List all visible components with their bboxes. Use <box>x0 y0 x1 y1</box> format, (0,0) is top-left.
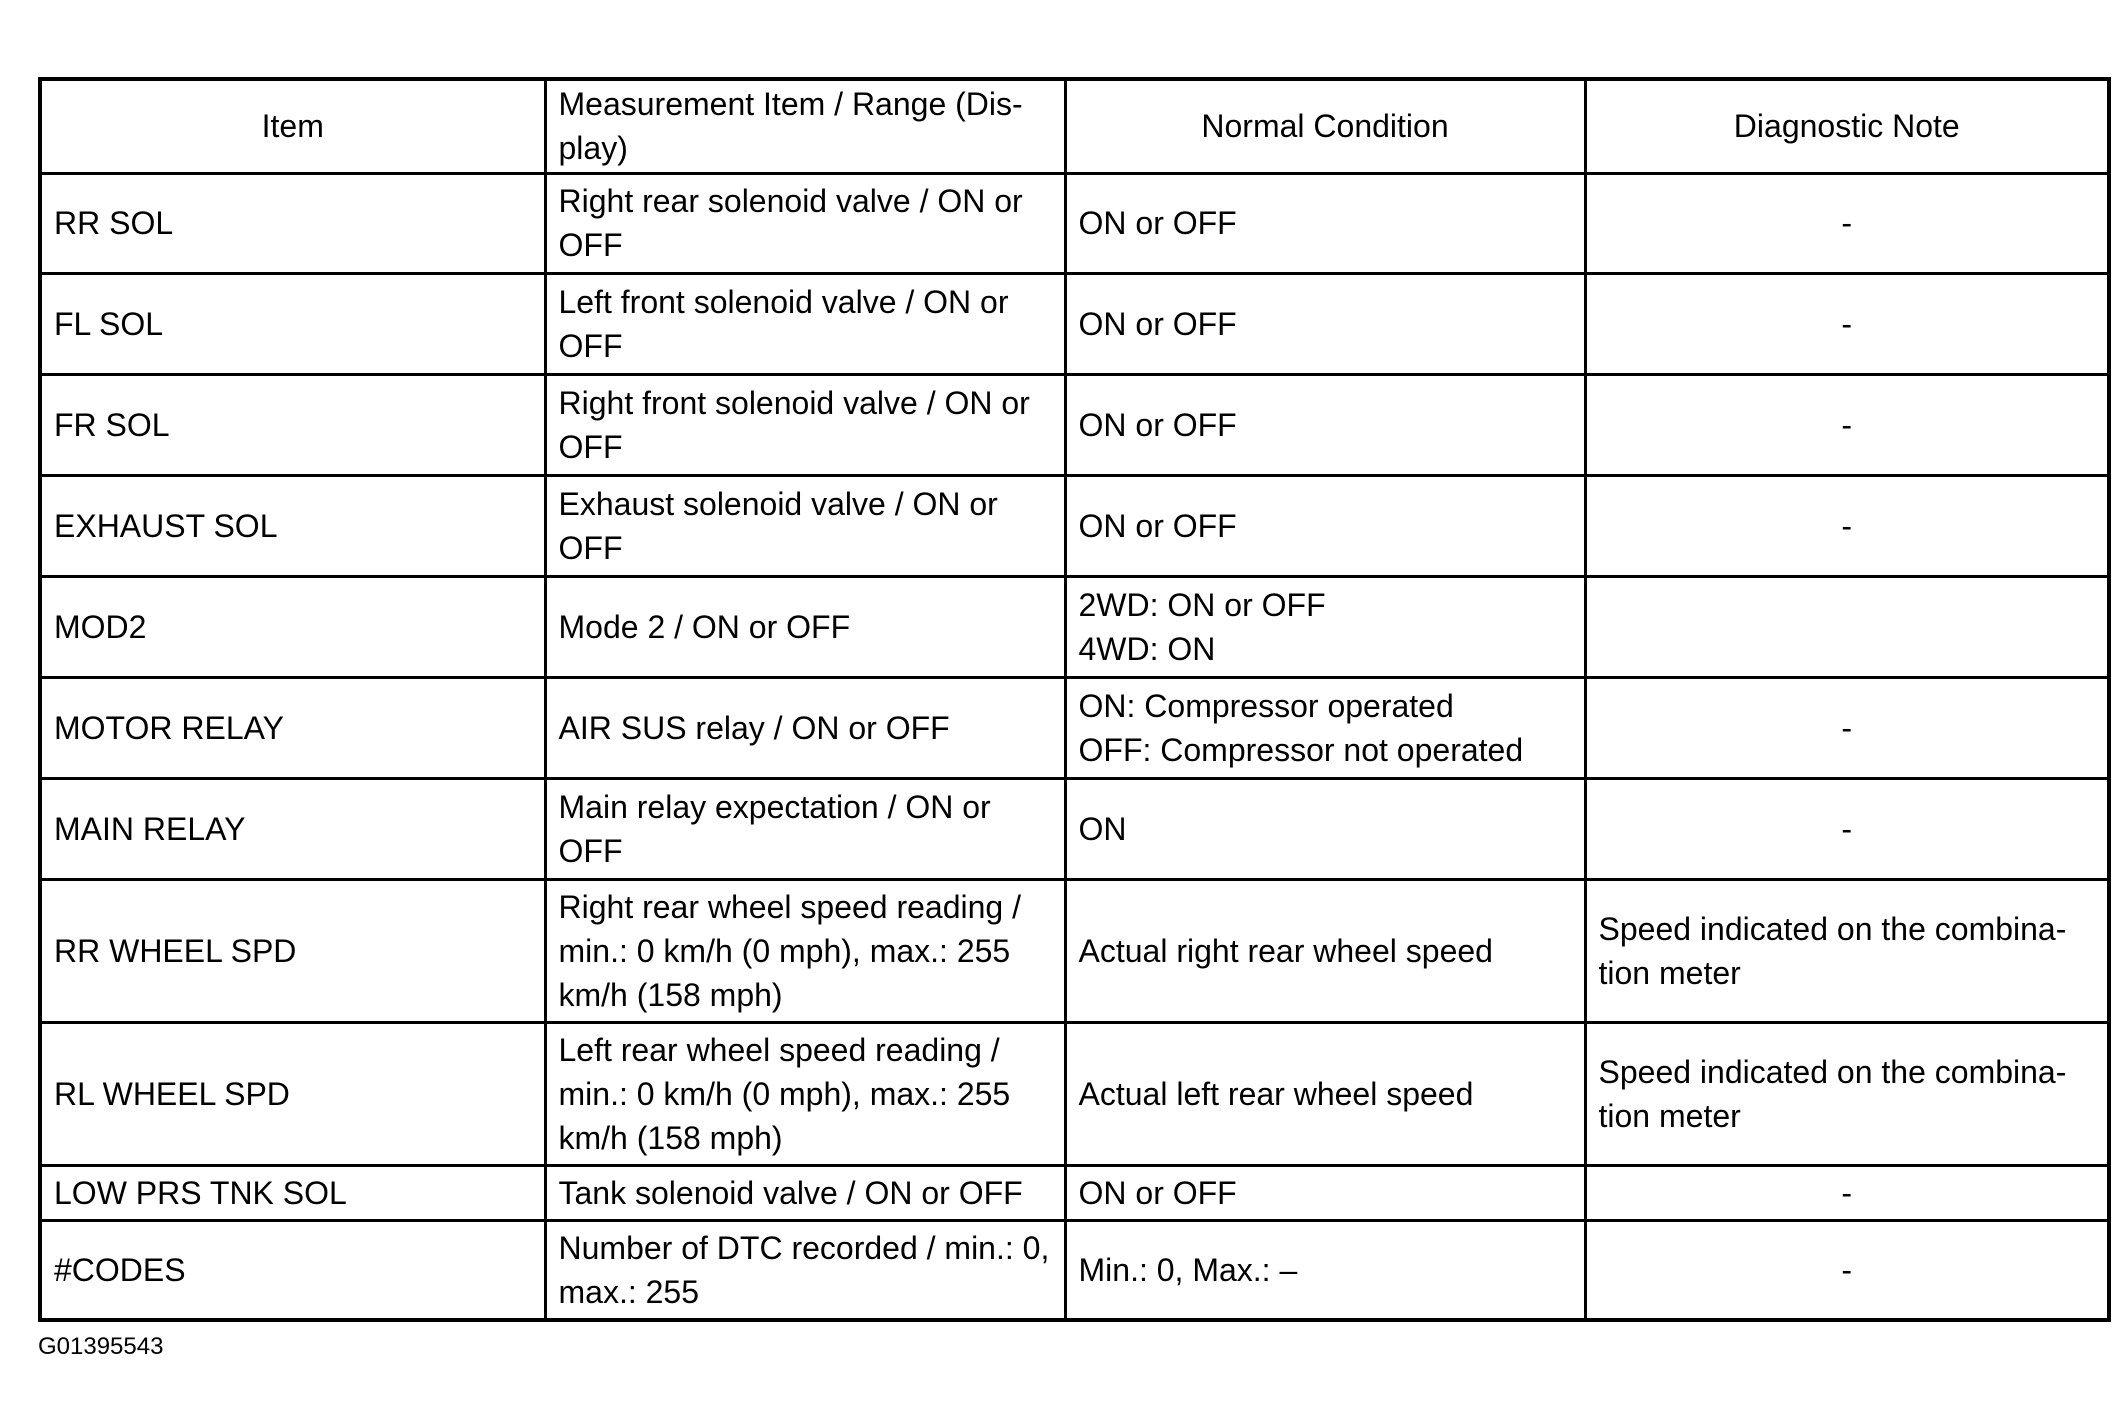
cell-condition: ON or OFF <box>1065 273 1585 374</box>
table-row <box>40 1220 2109 1320</box>
table-row <box>40 1022 2109 1165</box>
cell-measurement: Right rear solenoid valve / ON or OFF <box>545 173 1065 273</box>
figure-id: G01395543 <box>38 1333 164 1360</box>
header-row <box>40 79 2109 173</box>
table-row <box>40 576 2109 677</box>
cell-measurement: AIR SUS relay / ON or OFF <box>545 677 1065 778</box>
cell-item: MAIN RELAY <box>40 778 545 879</box>
cell-condition: ON or OFF <box>1065 374 1585 475</box>
table-row <box>40 879 2109 1022</box>
cell-condition: Min.: 0, Max.: – <box>1065 1220 1585 1320</box>
table-row <box>40 173 2109 273</box>
header-condition: Normal Condition <box>1065 79 1585 173</box>
header-note: Diagnostic Note <box>1585 79 2109 173</box>
table-row <box>40 273 2109 374</box>
cell-item: #CODES <box>40 1220 545 1320</box>
cell-measurement: Left front solenoid valve / ON or OFF <box>545 273 1065 374</box>
cell-item: FR SOL <box>40 374 545 475</box>
cell-note: Speed indicated on the combina- tion meter <box>1585 879 2109 1022</box>
cell-note <box>1585 576 2109 677</box>
table-row <box>40 778 2109 879</box>
cell-item: EXHAUST SOL <box>40 475 545 576</box>
cell-measurement: Number of DTC recorded / min.: 0, max.: 255 <box>545 1220 1065 1320</box>
cell-measurement: Main relay expectation / ON or OFF <box>545 778 1065 879</box>
table-row <box>40 677 2109 778</box>
cell-measurement: Left rear wheel speed reading / min.: 0 km/h (0 mph), max.: 255 km/h (158 mph) <box>545 1022 1065 1165</box>
cell-measurement: Right front solenoid valve / ON or OFF <box>545 374 1065 475</box>
cell-measurement: Tank solenoid valve / ON or OFF <box>545 1165 1065 1220</box>
cell-note: - <box>1585 374 2109 475</box>
cell-condition: ON or OFF <box>1065 173 1585 273</box>
cell-note: - <box>1585 778 2109 879</box>
cell-measurement: Right rear wheel speed reading / min.: 0 km/h (0 mph), max.: 255 km/h (158 mph) <box>545 879 1065 1022</box>
table-row <box>40 475 2109 576</box>
cell-condition: ON or OFF <box>1065 1165 1585 1220</box>
cell-note: - <box>1585 677 2109 778</box>
table-row <box>40 1165 2109 1220</box>
cell-measurement: Mode 2 / ON or OFF <box>545 576 1065 677</box>
cell-condition: ON <box>1065 778 1585 879</box>
cell-condition: 2WD: ON or OFF 4WD: ON <box>1065 576 1585 677</box>
cell-measurement: Exhaust solenoid valve / ON or OFF <box>545 475 1065 576</box>
data-table <box>38 77 2111 1322</box>
cell-condition: ON or OFF <box>1065 475 1585 576</box>
cell-note: - <box>1585 273 2109 374</box>
cell-condition: Actual left rear wheel speed <box>1065 1022 1585 1165</box>
cell-condition: ON: Compressor operated OFF: Compressor not operated <box>1065 677 1585 778</box>
table-row <box>40 374 2109 475</box>
header-item: Item <box>40 79 545 173</box>
cell-item: MOTOR RELAY <box>40 677 545 778</box>
cell-item: RL WHEEL SPD <box>40 1022 545 1165</box>
cell-note: Speed indicated on the combina- tion meter <box>1585 1022 2109 1165</box>
cell-condition: Actual right rear wheel speed <box>1065 879 1585 1022</box>
cell-item: LOW PRS TNK SOL <box>40 1165 545 1220</box>
cell-item: MOD2 <box>40 576 545 677</box>
cell-note: - <box>1585 173 2109 273</box>
cell-item: RR SOL <box>40 173 545 273</box>
cell-item: FL SOL <box>40 273 545 374</box>
cell-item: RR WHEEL SPD <box>40 879 545 1022</box>
cell-note: - <box>1585 1220 2109 1320</box>
header-measurement: Measurement Item / Range (Dis- play) <box>545 79 1065 173</box>
cell-note: - <box>1585 1165 2109 1220</box>
cell-note: - <box>1585 475 2109 576</box>
